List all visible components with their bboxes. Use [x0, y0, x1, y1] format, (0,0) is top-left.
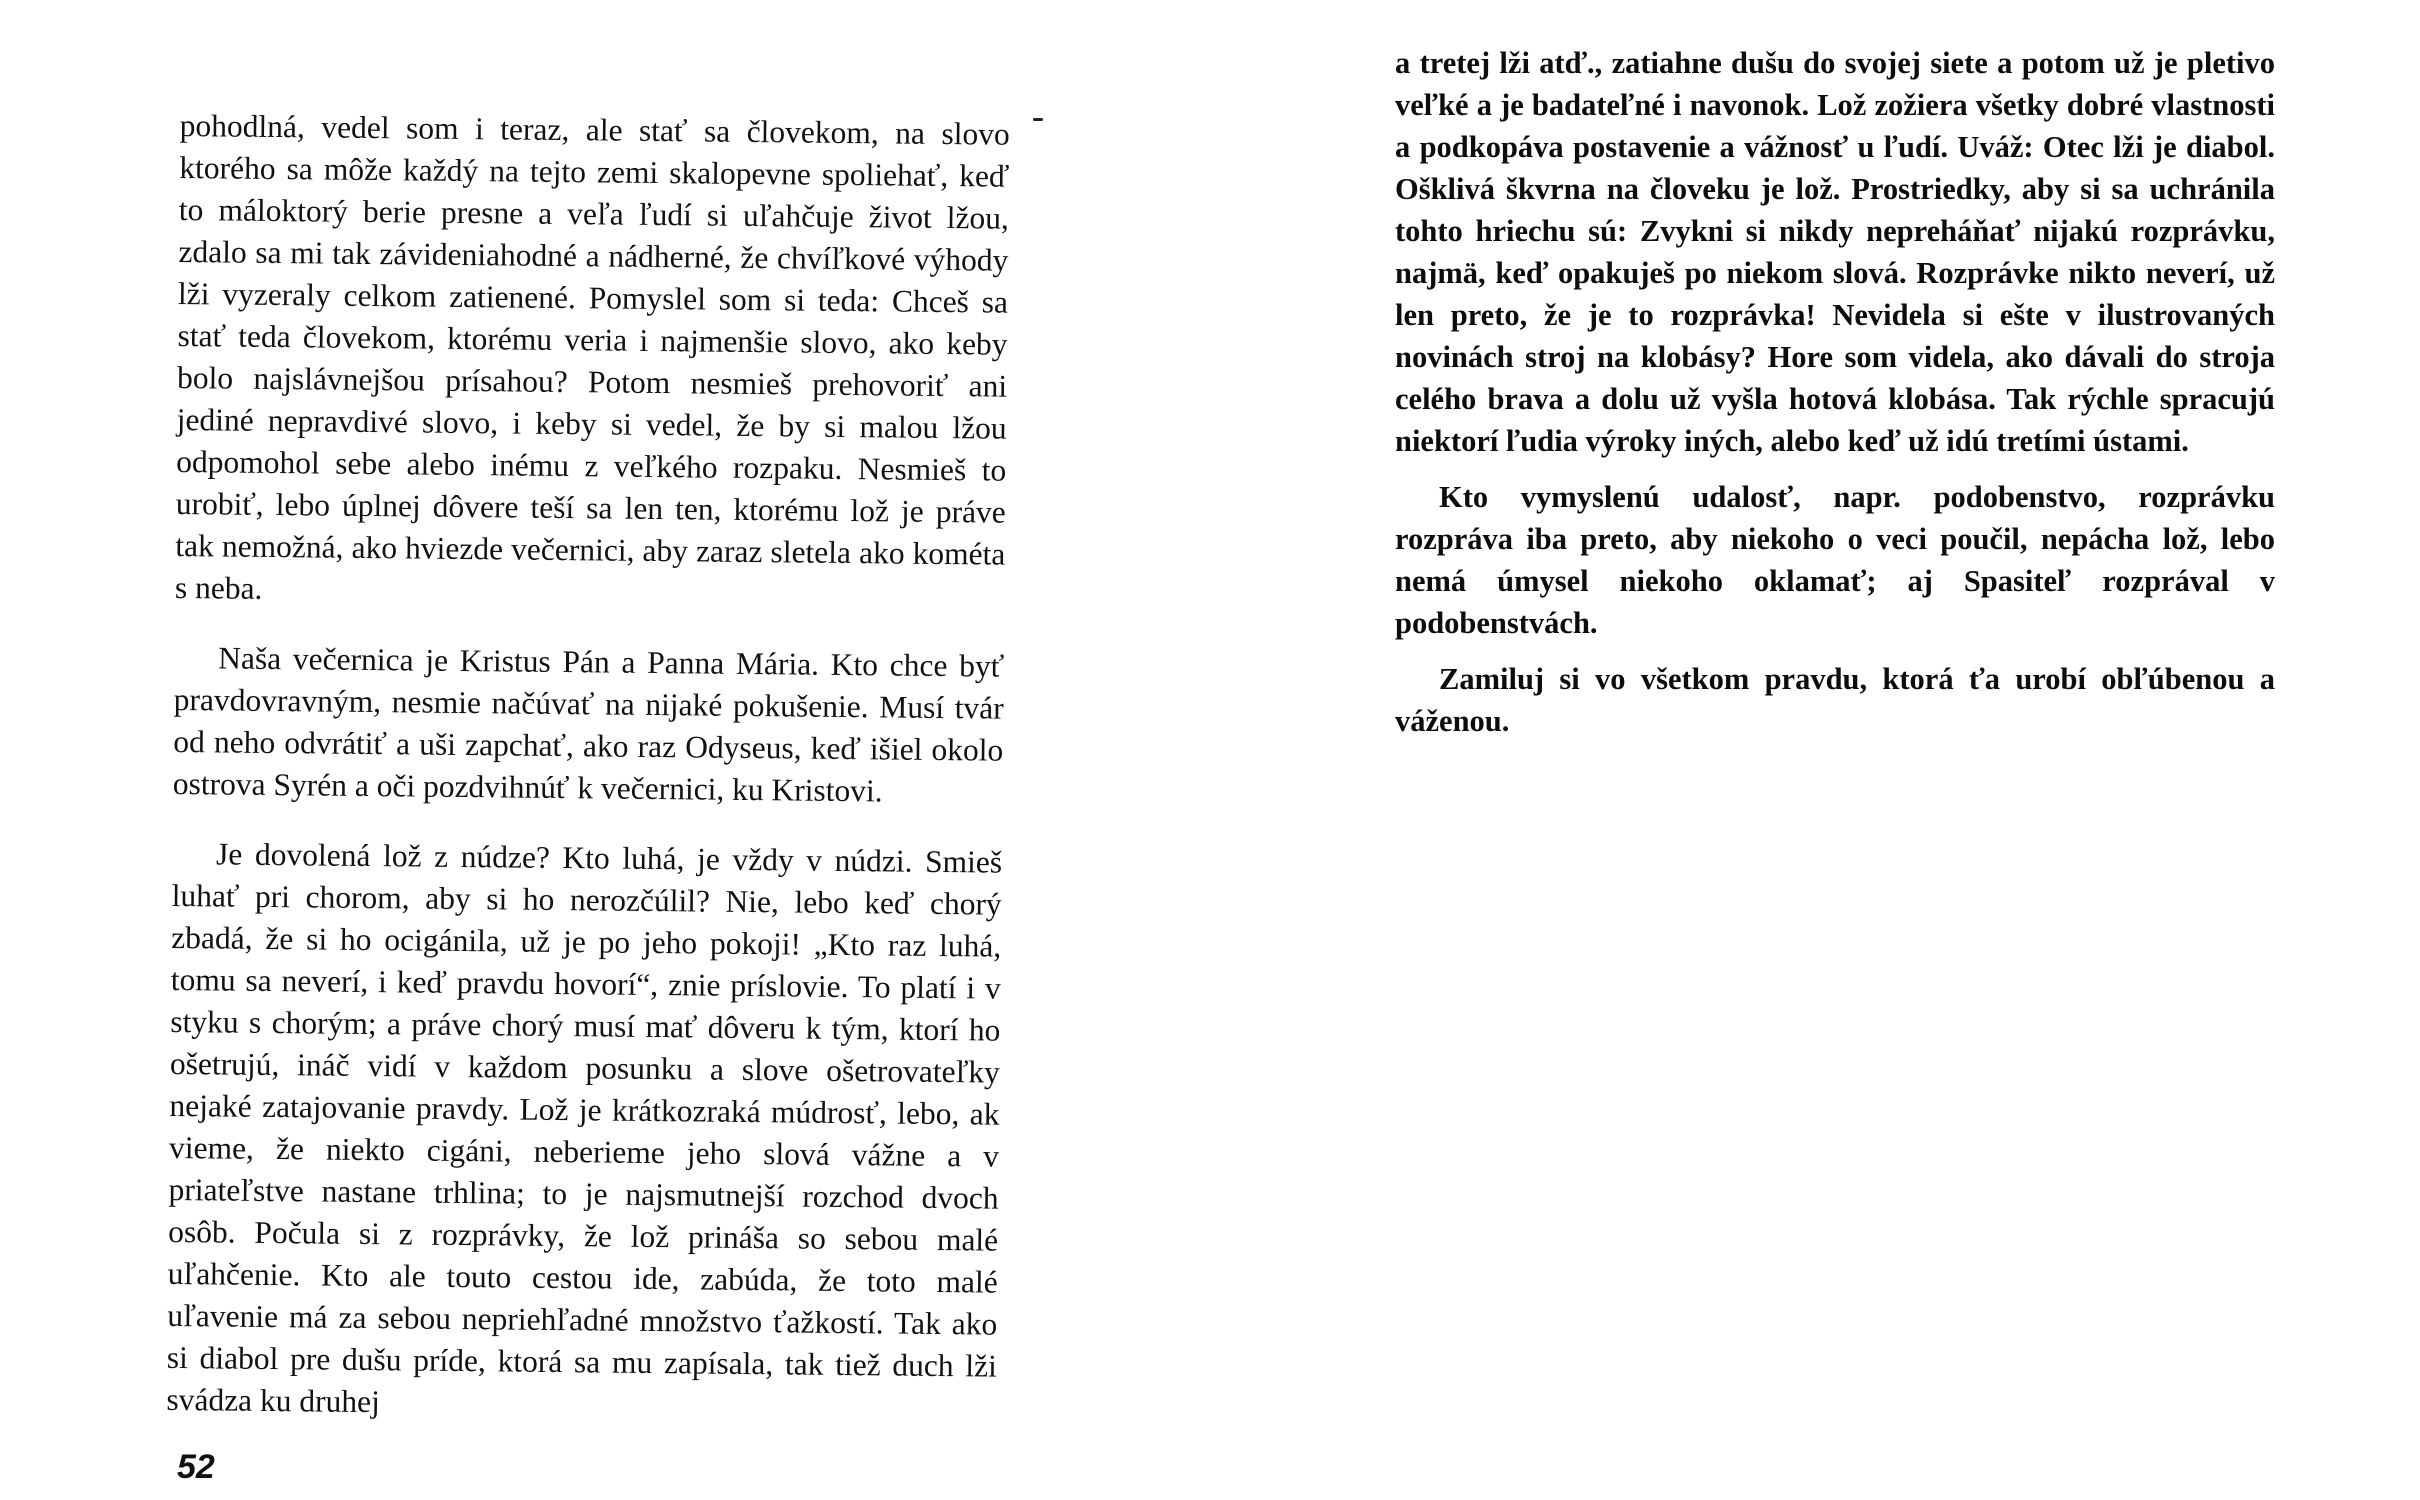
print-speck	[1033, 118, 1043, 121]
left-paragraph-2: Naša večernica je Kristus Pán a Panna Mária. Kto chce byť pravdovravným, nesmie načúvať na nijaké pokušenie. Musí tvár od neho odvrátiť a uši zapchať, ako raz Odyseus, keď išiel okolo ostrova Syrén a oči pozdvihnúť k večernici, ku Kristovi.	[172, 640, 1005, 809]
left-paragraph-3: Je dovolená lož z núdze? Kto luhá, je vždy v núdzi. Smieš luhať pri chorom, aby si ho nerozčúlil? Nie, lebo keď chorý zbadá, že si ho ocigánila, už je po jeho pokoji! „Kto raz luhá, tomu sa neverí, i keď pravdu hovorí“, znie príslovie. To platí i v styku s chorým; a práve chorý musí mať dôveru k tým, ktorí ho ošetrujú, ináč vidí v každom posunku a slove ošetrovateľky nejaké zatajovanie pravdy. Lož je krátkozraká múdrosť, lebo, ak vieme, že niekto cigáni, neberieme jeho slová vážne a v priateľstve nastane trhlina; to je najsmutnejší rozchod dvoch osôb. Počula si z rozprávky, že lož prináša so sebou malé uľahčenie. Kto ale touto cestou ide, zabúda, že toto malé uľavenie má za sebou nepriehľadné množstvo ťažkostí. Tak ako si diabol pre dušu príde, ktorá sa mu zapísala, tak tiež duch lži svádza ku druhej	[166, 836, 1003, 1420]
left-paragraph-1: pohodlná, vedel som i teraz, ale stať sa človekom, na slovo ktorého sa môže každý na tejto zemi skalopevne spoliehať, keď to máloktorý berie presne a veľa ľudí si uľahčuje život lžou, zdalo sa mi tak závideniahodné a nádherné, že chvíľkové výhody lži vyzeraly celkom zatienené. Pomyslel som si teda: Chceš sa stať teda človekom, ktorému veria i najmenšie slovo, ako keby bolo najslávnejšou prísahou? Potom nesmieš prehovoriť ani jediné nepravdivé slovo, i keby si vedel, že by si malou lžou odpomohol sebe alebo inému z veľkého rozpaku. Nesmieš to urobiť, lebo úplnej dôvere teší sa len ten, ktorému lož je práve tak nemožná, ako hviezde večernici, aby zaraz sletela ako kométa s neba.	[174, 107, 1010, 606]
right-paragraph-1: a tretej lži atď., zatiahne dušu do svojej siete a potom už je pletivo veľké a je badateľné i navonok. Lož zožiera všetky dobré vlastnosti a podkopáva postavenie a vážnosť u ľudí. Uváž: Otec lži je diabol. Ošklivá škvrna na človeku je lož. Prostriedky, aby si sa uchránila tohto hriechu sú: Zvykni si nikdy nepreháňať nijakú rozprávku, najmä, keď opakuješ po niekom slová. Rozprávke nikto neverí, už len preto, že je to rozprávka! Nevidela si ešte v ilustrovaných novinách stroj na klobásy? Hore som videla, ako dávali do stroja celého brava a dolu už vyšla hotová klobása. Tak rýchle spracujú niektorí ľudia výroky iných, alebo keď už idú tretími ústami.	[1395, 46, 2275, 458]
right-paragraph-3: Zamiluj si vo všetkom pravdu, ktorá ťa urobí obľúbenou a váženou.	[1395, 662, 2275, 738]
right-page-text	[1395, 42, 2275, 802]
page-number: 52	[177, 1448, 215, 1486]
right-paragraph-2: Kto vymyslenú udalosť, napr. podobenstvo, rozprávku rozpráva iba preto, aby niekoho o veci poučil, nepácha lož, lebo nemá úmysel niekoho oklamať; aj Spasiteľ rozprával v podobenstvách.	[1395, 480, 2275, 640]
left-page-text	[166, 105, 1010, 1444]
